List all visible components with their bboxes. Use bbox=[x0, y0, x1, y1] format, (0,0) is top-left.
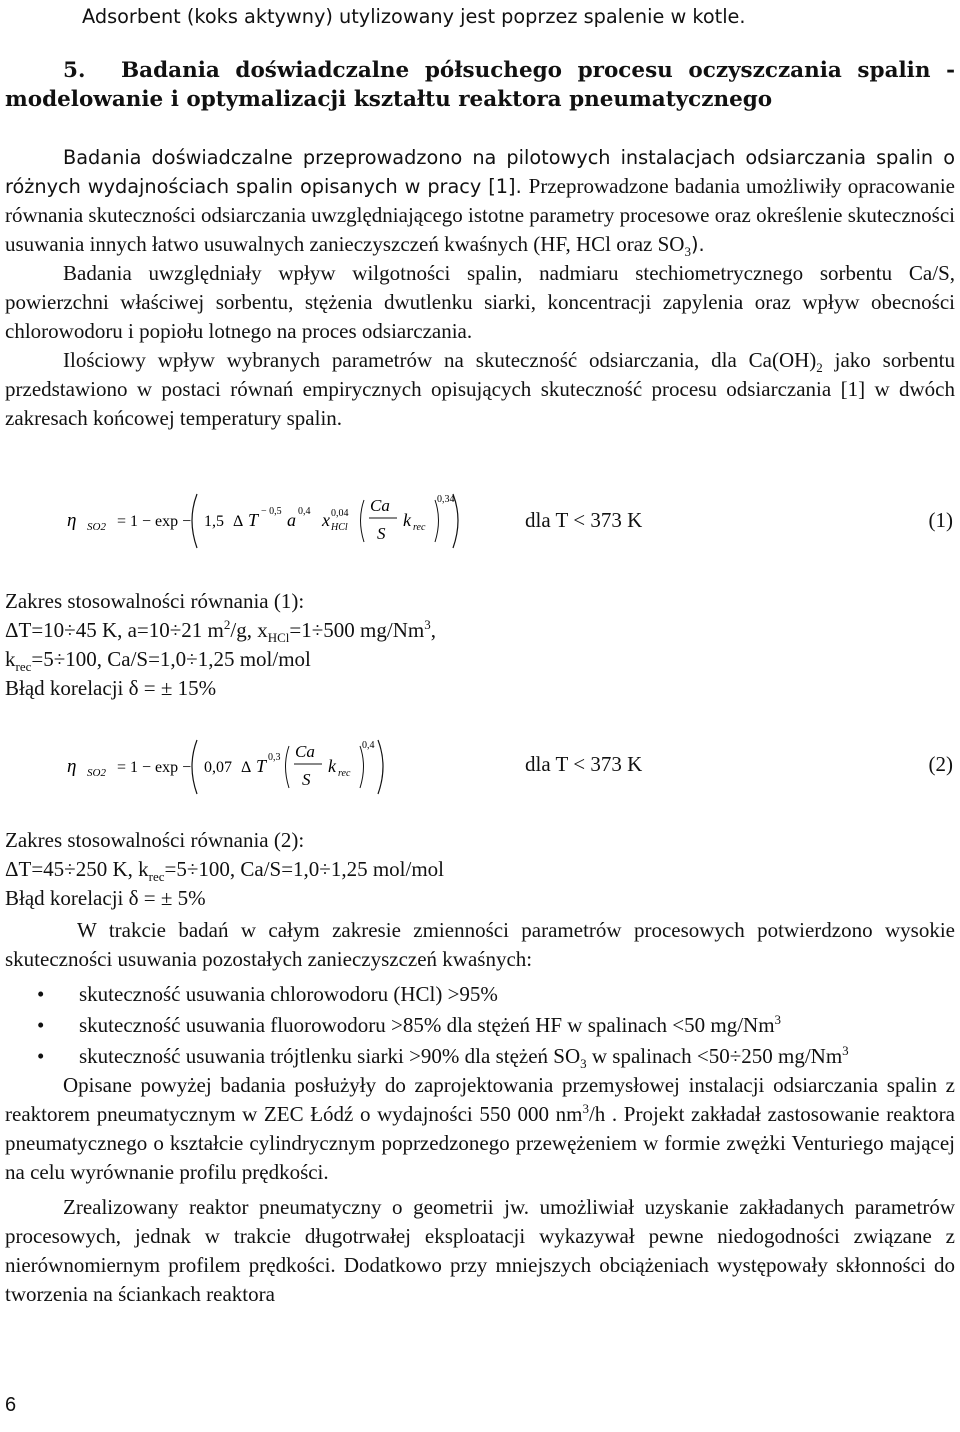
bullet-marker: • bbox=[37, 1013, 45, 1037]
eq2-outer-exp: 0,4 bbox=[362, 740, 375, 751]
bullet-3-sub: 3 bbox=[580, 1056, 587, 1072]
eq2-T-exp: 0,3 bbox=[268, 752, 281, 763]
bullet-2-text: skuteczność usuwania fluorowodoru >85% dla stężeń HF w spalinach <50 mg/Nm bbox=[79, 1013, 775, 1037]
eq1-delta: Δ bbox=[233, 513, 244, 530]
eq1-x-exp: 0,04 bbox=[331, 508, 349, 519]
bullet-marker: • bbox=[37, 982, 45, 1006]
eq1-k: k bbox=[403, 510, 411, 530]
eq2-coef: 0,07 bbox=[204, 759, 232, 776]
body-block-2 bbox=[5, 916, 955, 1309]
range-2-title: Zakres stosowalności równania (2): bbox=[5, 828, 305, 852]
paragraph-1-b: Przeprowadzone badania umożliwiły opracowanie równania skuteczności odsiarczania uwzględniającego istotne parametry procesowe oraz określenie skuteczności usuwania innych łatwo usuwalnych zanieczyszczeń kwaśnych (HF, HCl oraz SO bbox=[5, 174, 956, 256]
equation-1-condition: dla T < 373 K bbox=[525, 508, 643, 532]
eq2-paren-right-inner bbox=[360, 746, 364, 788]
eq1-frac-den: S bbox=[377, 524, 386, 543]
equation-2-formula bbox=[67, 732, 487, 792]
range-2-delta-t: ΔT=45÷250 K, k bbox=[5, 857, 149, 881]
equation-2-condition: dla T < 373 K bbox=[525, 752, 643, 776]
paragraph-5-a: Opisane powyżej badania posłużyły do zaprojektowania przemysłowej instalacji odsiarczania spalin z reaktorem pneumatycznym w ZEC Łódź o wydajności 550 000 nm bbox=[5, 1073, 955, 1126]
section-heading bbox=[5, 56, 955, 114]
paragraph-6: Zrealizowany reaktor pneumatyczny o geometrii jw. umożliwiał uzyskanie zakładanych parametrów procesowych, jednak w trakcie długotrwałej eksploatacji wykazywał pewne niedogodności związane z nierównomiernym profilem prędkości. Dodatkowo przy mniejszych obciążeniach występowały skłonności do tworzenia na ściankach reaktora bbox=[5, 1195, 955, 1306]
equation-1-formula bbox=[67, 486, 487, 546]
range-2-error: Błąd korelacji δ = ± 5% bbox=[5, 886, 206, 910]
list-item bbox=[5, 980, 955, 1009]
range-1-rec-sub: rec bbox=[15, 659, 32, 675]
eq1-paren-left-outer bbox=[192, 494, 197, 548]
eq2-k: k bbox=[328, 756, 336, 776]
paragraph-5-sup: 3 bbox=[582, 1101, 589, 1116]
equation-1-svg bbox=[67, 486, 487, 556]
eq1-T: T bbox=[248, 510, 259, 530]
range-1-line-2 bbox=[5, 645, 955, 674]
paragraph-1-end: ). bbox=[690, 233, 705, 256]
caoh2-subscript: 2 bbox=[816, 360, 823, 376]
equation-2-svg bbox=[67, 732, 487, 802]
eq1-paren-right-inner bbox=[435, 500, 439, 542]
bullet-2-sup: 3 bbox=[774, 1012, 782, 1027]
so3-subscript: 3 bbox=[684, 243, 691, 259]
eq2-frac-den: S bbox=[302, 770, 311, 789]
paragraph-1 bbox=[5, 143, 955, 259]
range-1-line-1 bbox=[5, 616, 955, 645]
eq1-frac-num: Ca bbox=[370, 496, 390, 515]
paragraph-3-b: jako sorbentu przedstawiono w postaci równań empirycznych opisujących skuteczność procesu odsiarczania [1] w dwóch zakresach końcowej temperatury spalin. bbox=[5, 348, 955, 430]
eq1-eta-sub: SO2 bbox=[87, 521, 106, 533]
paragraph-3 bbox=[5, 346, 955, 433]
eq1-lhs: = 1 − exp − bbox=[117, 513, 192, 530]
eq1-outer-exp: 0,34 bbox=[437, 494, 455, 505]
range-1-error: Błąd korelacji δ = ± 15% bbox=[5, 676, 217, 700]
bullet-marker: • bbox=[37, 1044, 45, 1068]
section-heading-line-1 bbox=[5, 56, 955, 85]
eq2-lhs: = 1 − exp − bbox=[117, 759, 192, 776]
range-1-delta-t: ΔT=10÷45 K, a=10÷21 m bbox=[5, 618, 224, 642]
eq1-x-sub: HCl bbox=[331, 522, 348, 533]
range-1 bbox=[5, 587, 955, 703]
range-1-x: /g, x bbox=[230, 618, 268, 642]
eq1-k-sub: rec bbox=[413, 522, 426, 533]
section-number: 5. bbox=[63, 58, 86, 83]
page-number: 6 bbox=[5, 1394, 17, 1416]
equation-1 bbox=[5, 486, 955, 556]
equation-1-number: (1) bbox=[928, 508, 953, 532]
eq1-a: a bbox=[287, 510, 296, 530]
paragraph-5-b: /h . Projekt zakładał zastosowanie reaktora pneumatycznego o kształcie cylindrycznym poprzedzonego przewężeniem w formie zwężki Venturiego mającej na celu wyrównanie profilu prędkości. bbox=[5, 1102, 955, 1184]
paragraph-2: Badania uwzględniały wpływ wilgotności spalin, nadmiaru stechiometrycznego sorbentu Ca/S, powierzchni właściwej sorbentu, stężenia dwutlenku siarki, koncentracji zapylenia oraz wpływ obecności chlorowodoru i popiołu lotnego na proces odsiarczania. bbox=[5, 261, 955, 343]
paragraph-5 bbox=[5, 1071, 955, 1187]
range-1-sup-2: 2 bbox=[223, 617, 231, 632]
range-1-mg: =1÷500 mg/Nm bbox=[289, 618, 425, 642]
bullet-3-text-b: w spalinach <50÷250 mg/Nm bbox=[586, 1044, 843, 1068]
bullet-3-sup: 3 bbox=[842, 1043, 849, 1058]
eq2-T: T bbox=[256, 756, 267, 776]
eq2-eta: η bbox=[67, 756, 77, 777]
bullet-1-text: skuteczność usuwania chlorowodoru (HCl) >95% bbox=[79, 982, 498, 1006]
eq2-paren-left-outer bbox=[192, 740, 197, 794]
range-2 bbox=[5, 826, 955, 913]
list-item bbox=[5, 1011, 955, 1040]
body-block-1 bbox=[5, 143, 955, 433]
range-1-hcl-sub: HCl bbox=[267, 630, 290, 646]
eq1-eta: η bbox=[67, 510, 77, 531]
eq1-coef: 1,5 bbox=[204, 513, 224, 530]
paragraph-3-a: Ilościowy wpływ wybranych parametrów na skuteczność odsiarczania, dla Ca(OH) bbox=[63, 348, 817, 372]
intro-line: Adsorbent (koks aktywny) utylizowany jest poprzez spalenie w kotle. bbox=[82, 5, 746, 28]
eq1-paren-left-inner bbox=[361, 500, 365, 542]
equation-2 bbox=[5, 732, 955, 802]
bullet-3-text-a: skuteczność usuwania trójtlenku siarki >90% dla stężeń SO bbox=[79, 1044, 581, 1068]
bullet-list bbox=[5, 980, 955, 1071]
eq2-delta: Δ bbox=[241, 759, 252, 776]
eq2-paren-right-outer bbox=[378, 740, 383, 794]
range-1-title: Zakres stosowalności równania (1): bbox=[5, 589, 305, 613]
paragraph-4: W trakcie badań w całym zakresie zmienności parametrów procesowych potwierdzono wysokie skuteczności usuwania pozostałych zanieczyszczeń kwaśnych: bbox=[5, 918, 955, 971]
equation-2-number: (2) bbox=[928, 752, 953, 776]
range-2-line-1 bbox=[5, 855, 955, 884]
range-1-comma: , bbox=[430, 618, 436, 642]
range-1-values: =5÷100, Ca/S=1,0÷1,25 mol/mol bbox=[31, 647, 311, 671]
eq1-a-exp: 0,4 bbox=[298, 506, 311, 517]
eq1-T-exp: − 0,5 bbox=[261, 506, 282, 517]
section-title-a: Badania doświadczalne półsuchego procesu oczyszczania spalin - bbox=[121, 58, 955, 83]
paragraph-1-a: Badania doświadczalne przeprowadzono na pilotowych instalacjach odsiarczania spalin o różnych wydajnościach spalin opisanych w pracy [1]. bbox=[5, 146, 955, 198]
range-2-values: =5÷100, Ca/S=1,0÷1,25 mol/mol bbox=[164, 857, 445, 881]
eq2-k-sub: rec bbox=[338, 768, 351, 779]
section-heading-line-2: modelowanie i optymalizacji kształtu reaktora pneumatycznego bbox=[5, 87, 773, 112]
range-2-rec-sub: rec bbox=[148, 869, 165, 885]
range-1-sup-3: 3 bbox=[424, 617, 431, 632]
eq2-paren-left-inner bbox=[286, 746, 290, 788]
eq1-x: x bbox=[322, 510, 330, 530]
list-item bbox=[5, 1042, 955, 1071]
eq2-eta-sub: SO2 bbox=[87, 767, 106, 779]
range-1-k: k bbox=[5, 647, 16, 671]
eq2-frac-num: Ca bbox=[295, 742, 315, 761]
